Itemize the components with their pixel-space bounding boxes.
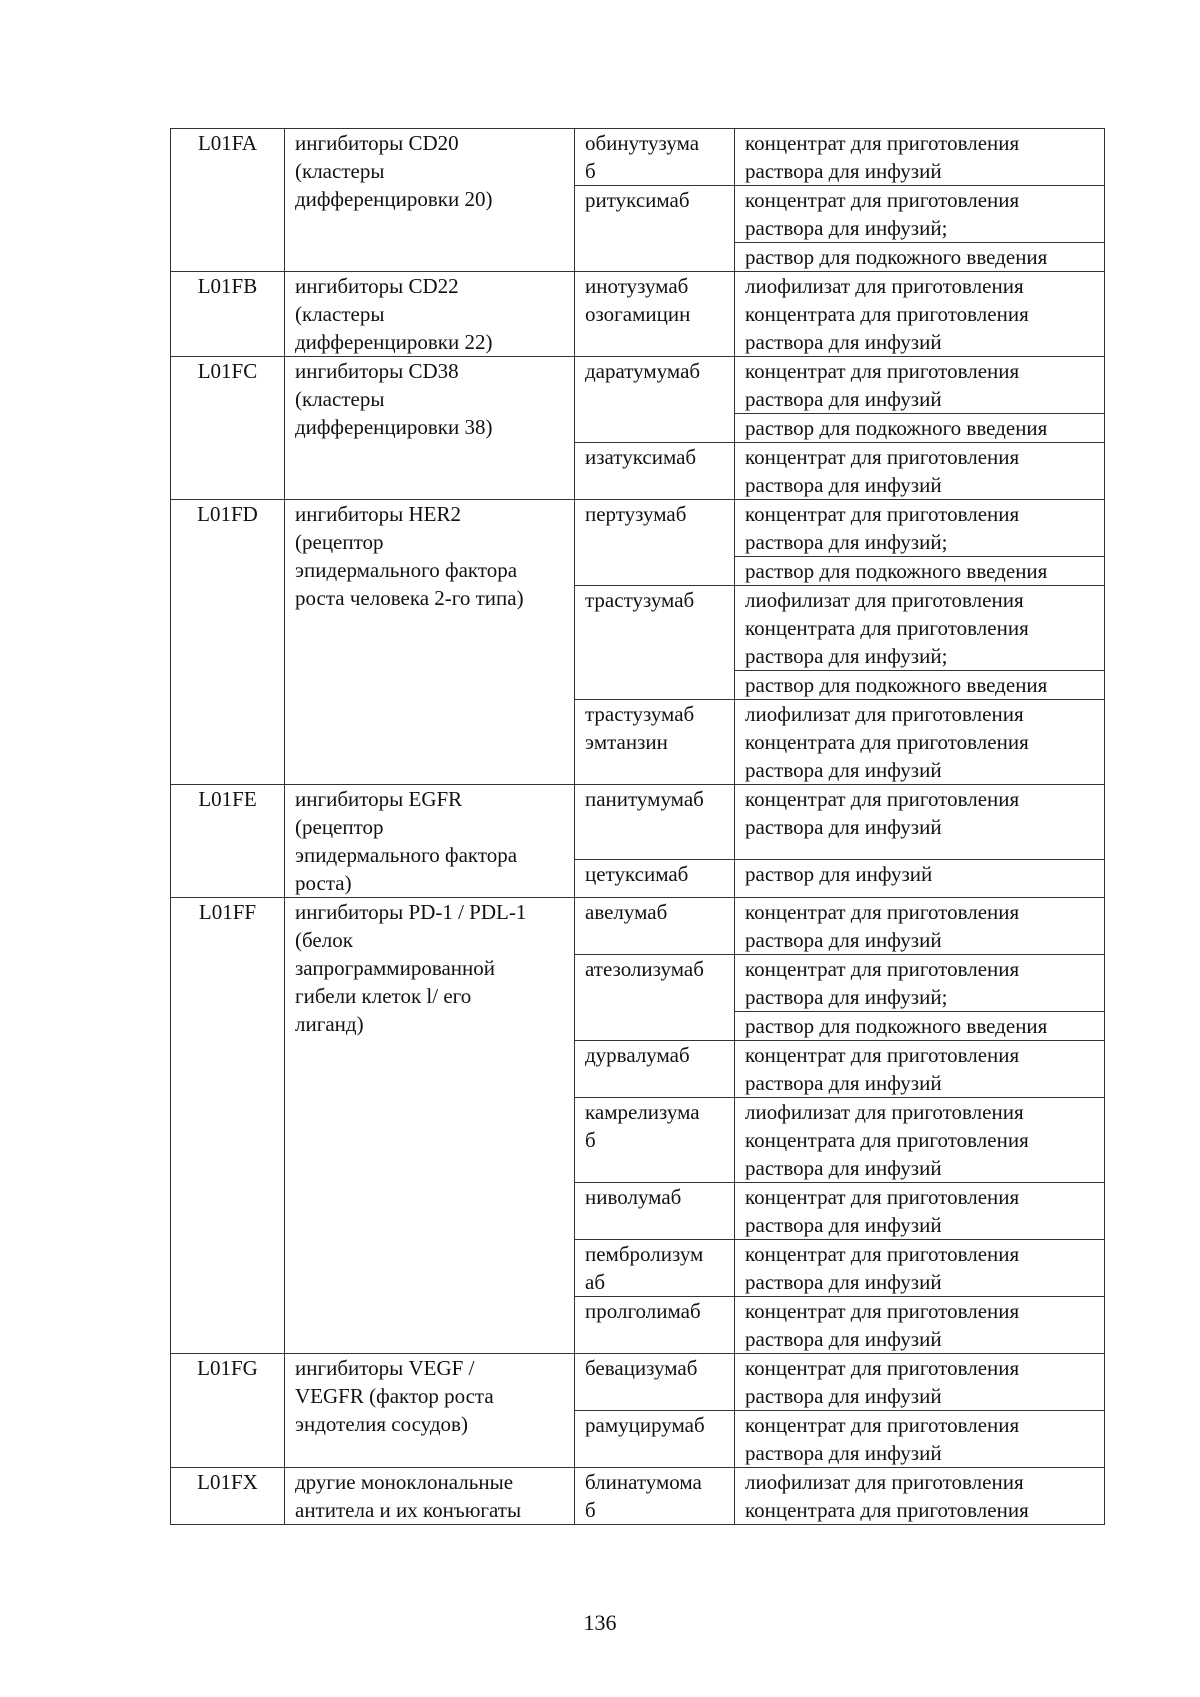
dosage-form-cell: концентрат для приготовления раствора для инфузий: [735, 1354, 1105, 1411]
drug-classification-table: [170, 128, 1105, 1525]
dosage-form-cell: раствор для подкожного введения: [735, 557, 1105, 586]
table-row: [171, 1468, 1105, 1525]
dosage-form-cell: концентрат для приготовления раствора для инфузий: [735, 898, 1105, 955]
dosage-form-cell: концентрат для приготовления раствора для инфузий: [735, 129, 1105, 186]
drug-name-cell: пролголимаб: [575, 1297, 735, 1354]
atc-code-cell: L01FC: [171, 357, 285, 500]
dosage-form-cell: концентрат для приготовления раствора для инфузий: [735, 1183, 1105, 1240]
drug-name-cell: рамуцирумаб: [575, 1411, 735, 1468]
drug-group-cell: ингибиторы VEGF / VEGFR (фактор роста эндотелия сосудов): [285, 1354, 575, 1468]
dosage-form-cell: лиофилизат для приготовления концентрата для приготовления раствора для инфузий: [735, 272, 1105, 357]
table-row: [171, 898, 1105, 955]
dosage-form-cell: концентрат для приготовления раствора для инфузий: [735, 785, 1105, 860]
drug-name-cell: обинутузума б: [575, 129, 735, 186]
table-body: [171, 129, 1105, 1525]
dosage-form-cell: лиофилизат для приготовления концентрата для приготовления раствора для инфузий: [735, 700, 1105, 785]
drug-name-cell: ритуксимаб: [575, 186, 735, 272]
dosage-form-cell: концентрат для приготовления раствора для инфузий;: [735, 186, 1105, 243]
atc-code-cell: L01FD: [171, 500, 285, 785]
drug-group-cell: ингибиторы CD22 (кластеры дифференцировки 22): [285, 272, 575, 357]
drug-name-cell: инотузумаб озогамицин: [575, 272, 735, 357]
drug-name-cell: пертузумаб: [575, 500, 735, 586]
drug-name-cell: панитумумаб: [575, 785, 735, 860]
table-row: [171, 500, 1105, 557]
drug-group-cell: ингибиторы PD-1 / PDL-1 (белок запрограммированной гибели клеток l/ его лиганд): [285, 898, 575, 1354]
dosage-form-cell: концентрат для приготовления раствора для инфузий: [735, 1297, 1105, 1354]
drug-name-cell: ниволумаб: [575, 1183, 735, 1240]
drug-name-cell: дурвалумаб: [575, 1041, 735, 1098]
dosage-form-cell: лиофилизат для приготовления концентрата для приготовления раствора для инфузий;: [735, 586, 1105, 671]
drug-name-cell: блинатумома б: [575, 1468, 735, 1525]
dosage-form-cell: концентрат для приготовления раствора для инфузий: [735, 1240, 1105, 1297]
atc-code-cell: L01FE: [171, 785, 285, 898]
dosage-form-cell: раствор для подкожного введения: [735, 671, 1105, 700]
dosage-form-cell: концентрат для приготовления раствора для инфузий;: [735, 500, 1105, 557]
dosage-form-cell: концентрат для приготовления раствора для инфузий;: [735, 955, 1105, 1012]
drug-name-cell: авелумаб: [575, 898, 735, 955]
table-row: [171, 129, 1105, 186]
drug-group-cell: другие моноклональные антитела и их конъюгаты: [285, 1468, 575, 1525]
drug-group-cell: ингибиторы CD20 (кластеры дифференцировки 20): [285, 129, 575, 272]
dosage-form-cell: концентрат для приготовления раствора для инфузий: [735, 357, 1105, 414]
drug-group-cell: ингибиторы HER2 (рецептор эпидермального фактора роста человека 2-го типа): [285, 500, 575, 785]
drug-group-cell: ингибиторы EGFR (рецептор эпидермального фактора роста): [285, 785, 575, 898]
table-row: [171, 357, 1105, 414]
atc-code-cell: L01FX: [171, 1468, 285, 1525]
drug-name-cell: атезолизумаб: [575, 955, 735, 1041]
dosage-form-cell: раствор для подкожного введения: [735, 243, 1105, 272]
drug-name-cell: бевацизумаб: [575, 1354, 735, 1411]
drug-group-cell: ингибиторы CD38 (кластеры дифференцировки 38): [285, 357, 575, 500]
dosage-form-cell: раствор для подкожного введения: [735, 1012, 1105, 1041]
drug-name-cell: изатуксимаб: [575, 443, 735, 500]
page-number: 136: [583, 1610, 617, 1635]
drug-name-cell: трастузумаб: [575, 586, 735, 700]
drug-name-cell: трастузумаб эмтанзин: [575, 700, 735, 785]
drug-name-cell: пембролизум аб: [575, 1240, 735, 1297]
dosage-form-cell: раствор для подкожного введения: [735, 414, 1105, 443]
table-row: [171, 785, 1105, 860]
drug-name-cell: даратумумаб: [575, 357, 735, 443]
atc-code-cell: L01FB: [171, 272, 285, 357]
dosage-form-cell: концентрат для приготовления раствора для инфузий: [735, 1041, 1105, 1098]
dosage-form-cell: раствор для инфузий: [735, 859, 1105, 897]
dosage-form-cell: концентрат для приготовления раствора для инфузий: [735, 1411, 1105, 1468]
drug-name-cell: цетуксимаб: [575, 859, 735, 897]
drug-name-cell: камрелизума б: [575, 1098, 735, 1183]
dosage-form-cell: концентрат для приготовления раствора для инфузий: [735, 443, 1105, 500]
table-row: [171, 1354, 1105, 1411]
atc-code-cell: L01FF: [171, 898, 285, 1354]
table-row: [171, 272, 1105, 357]
dosage-form-cell: лиофилизат для приготовления концентрата для приготовления раствора для инфузий: [735, 1098, 1105, 1183]
atc-code-cell: L01FG: [171, 1354, 285, 1468]
atc-code-cell: L01FA: [171, 129, 285, 272]
dosage-form-cell: лиофилизат для приготовления концентрата для приготовления: [735, 1468, 1105, 1525]
